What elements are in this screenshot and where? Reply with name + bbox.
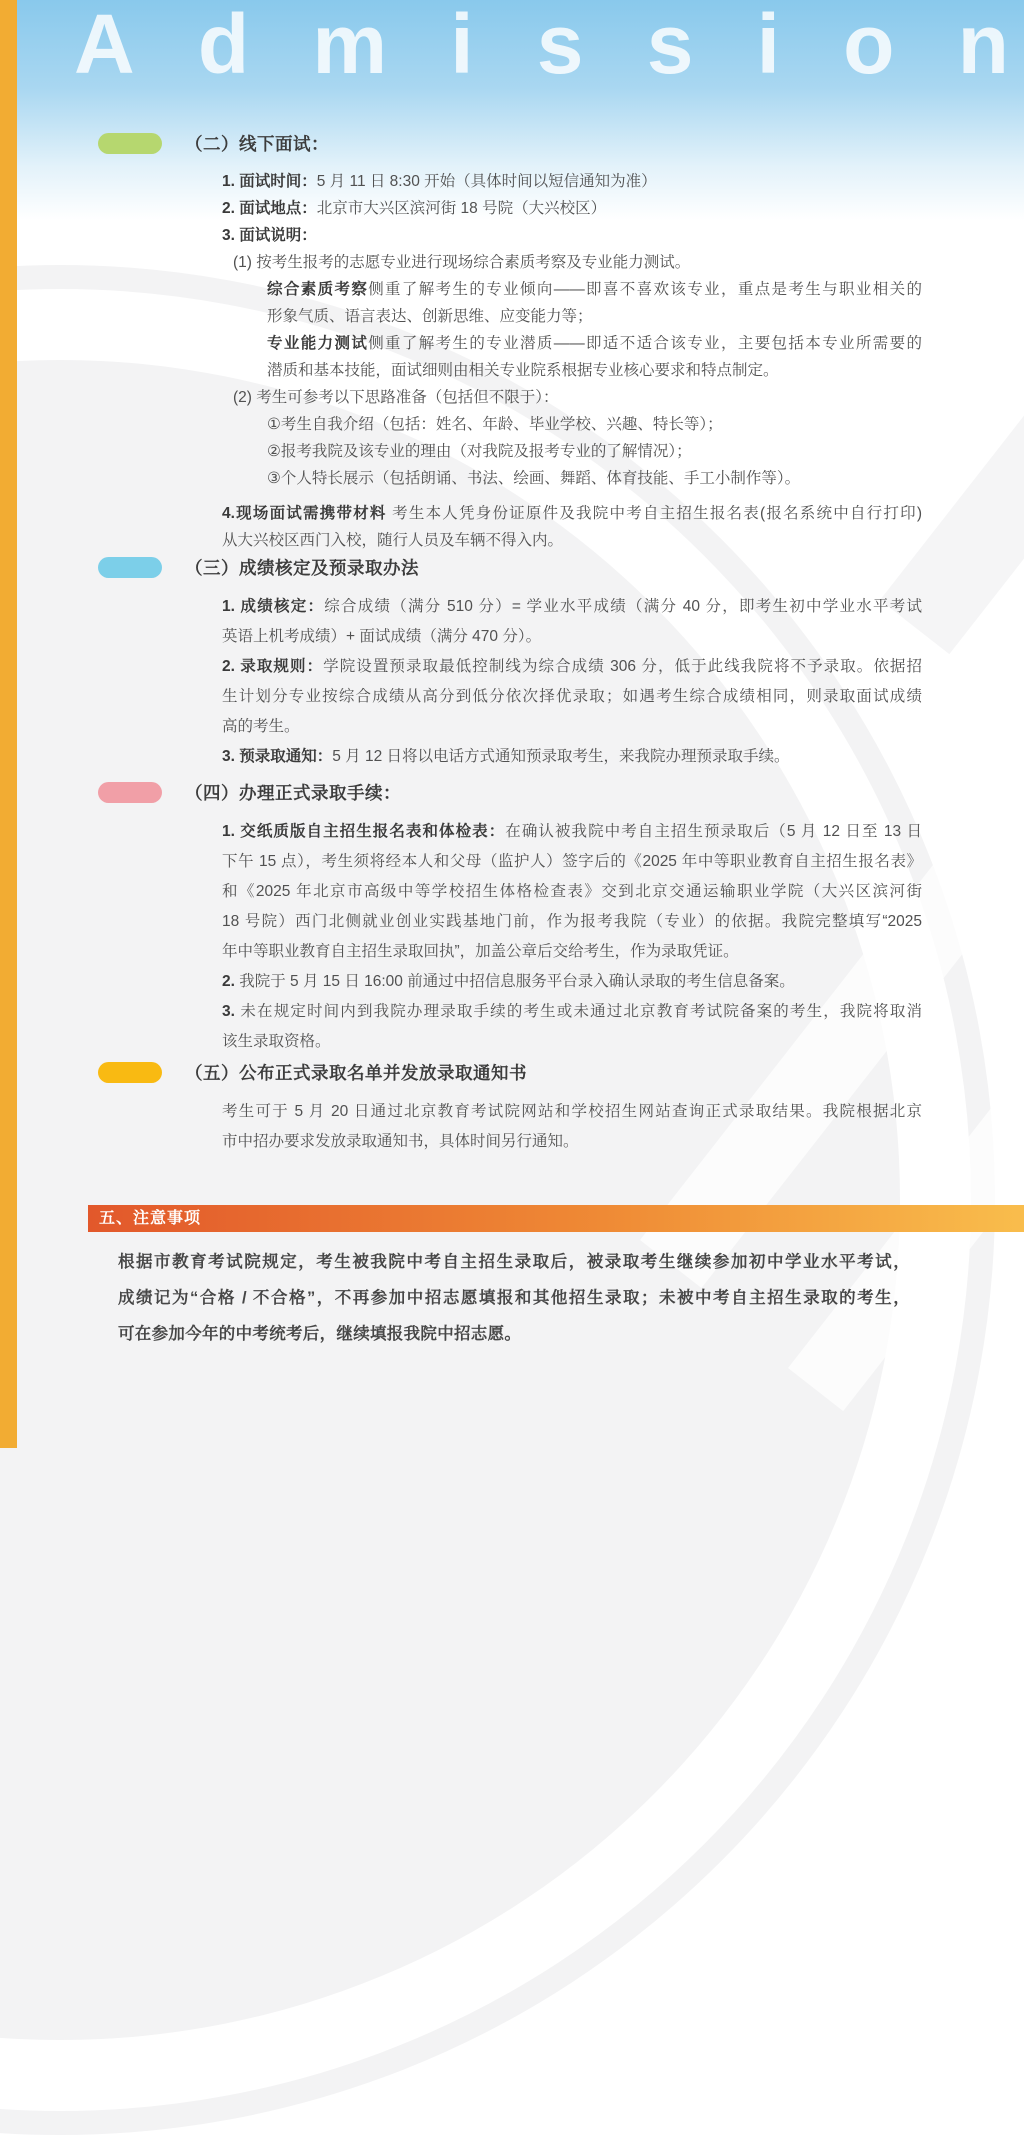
text-run: 市中招办要求发放录取通知书，具体时间另行通知。 (222, 1133, 579, 1150)
section-body (222, 817, 922, 1057)
left-accent-bar (0, 0, 17, 1448)
text-line (222, 712, 922, 742)
bold-text-run: 2. 面试地点： (222, 200, 317, 217)
text-line (222, 168, 922, 195)
text-run: 考生可于 5 月 20 日通过北京教育考试院网站和学校招生网站查询正式录取结果。我院根据北京 (222, 1103, 922, 1120)
text-run: 根据市教育考试院规定，考生被我院中考自主招生录取后，被录取考生继续参加初中学业水平考试， (118, 1253, 910, 1271)
text-run: 未在规定时间内到我院办理录取手续的考生或未通过北京教育考试院备案的考生，我院将取消 (240, 1003, 922, 1020)
text-run: 高的考生。 (222, 718, 300, 735)
text-line (267, 465, 922, 492)
section-header (98, 1062, 1024, 1083)
section-pill-yellow (98, 1062, 162, 1083)
bold-text-run: 3. 面试说明： (222, 227, 317, 244)
text-run: 形象气质、语言表达、创新思维、应变能力等； (267, 308, 593, 325)
section-body (222, 592, 922, 772)
text-run: 在确认被我院中考自主招生预录取后（5 月 12 日至 13 日 (505, 823, 922, 840)
text-line (222, 742, 922, 772)
section-pill-green (98, 133, 162, 154)
section-number: （三） (185, 558, 239, 578)
text-run: 该生录取资格。 (222, 1033, 331, 1050)
text-line (222, 622, 922, 652)
text-line (222, 817, 922, 847)
text-line (267, 330, 922, 357)
text-line (267, 276, 922, 303)
text-line (222, 907, 922, 937)
text-run: (1) 按考生报考的志愿专业进行现场综合素质考察及专业能力测试。 (233, 254, 691, 271)
text-run: (2) 考生可参考以下思路准备（包括但不限于）： (233, 389, 559, 406)
text-run: 可在参加今年的中考统考后，继续填报我院中招志愿。 (118, 1325, 522, 1343)
bold-text-run: 1. 面试时间： (222, 173, 317, 190)
text-line (118, 1244, 910, 1280)
text-run: 5 月 12 日将以电话方式通知预录取考生，来我院办理预录取手续。 (332, 748, 790, 765)
section-body (222, 168, 922, 554)
bold-text-run: 2. (222, 973, 240, 990)
bold-text-run: 4.现场面试需携带材料 (222, 505, 387, 522)
text-line (222, 592, 922, 622)
section-title (185, 555, 419, 580)
text-line (222, 1097, 922, 1127)
text-line (233, 249, 922, 276)
text-line (267, 411, 922, 438)
text-run: 学院设置预录取最低控制线为综合成绩 306 分，低于此线我院将不予录取。依据招 (323, 658, 922, 675)
bold-text-run: 专业能力测试 (267, 335, 369, 352)
section-header (98, 133, 1024, 154)
text-line (222, 500, 922, 527)
text-run: 和《2025 年北京市高级中等学校招生体格检查表》交到北京交通运输职业学院（大兴区滨河街 (222, 883, 922, 900)
watermark-letter: s (536, 0, 584, 91)
bold-text-run: 3. 预录取通知： (222, 748, 333, 765)
watermark-letter: o (843, 0, 895, 91)
text-run: 年中等职业教育自主招生录取回执”，加盖公章后交给考生，作为录取凭证。 (222, 943, 739, 960)
section-title (185, 780, 401, 805)
section-title-text: 办理正式录取手续： (239, 783, 401, 803)
text-run: 侧重了解考生的专业潜质——即适不适合该专业，主要包括本专业所需要的 (368, 335, 922, 352)
section-title-text: 成绩核定及预录取办法 (239, 558, 419, 578)
section-pill-pink (98, 782, 162, 803)
text-run: 英语上机考成绩）+ 面试成绩（满分 470 分）。 (222, 628, 542, 645)
section-formal-admission (98, 782, 1024, 1057)
text-line (222, 1027, 922, 1057)
text-line (222, 937, 922, 967)
watermark-letter: i (756, 0, 780, 91)
text-run: 综合成绩（满分 510 分）= 学业水平成绩（满分 40 分，即考生初中学业水平考试 (324, 598, 922, 615)
section-title (185, 1060, 527, 1085)
section-publish-admission-list (98, 1062, 1024, 1157)
text-line (222, 1127, 922, 1157)
text-line (222, 682, 922, 712)
section-number: （四） (185, 783, 239, 803)
text-line (222, 847, 922, 877)
watermark-letter: d (197, 0, 250, 91)
text-line (222, 877, 922, 907)
watermark-letter: m (312, 0, 388, 91)
section-header (98, 782, 1024, 803)
bold-text-run: 综合素质考察 (267, 281, 369, 298)
text-line (222, 967, 922, 997)
text-run: 我院于 5 月 15 日 16:00 前通过中招信息服务平台录入确认录取的考生信息备案。 (239, 973, 795, 990)
header-watermark (74, 0, 1009, 91)
section-title-text: 线下面试： (239, 134, 329, 154)
text-line (222, 652, 922, 682)
notice-body (118, 1244, 910, 1352)
section-number: （五） (185, 1063, 239, 1083)
text-line (222, 997, 922, 1027)
text-run: ②报考我院及该专业的理由（对我院及报考专业的了解情况）； (267, 443, 692, 460)
watermark-letter: A (74, 0, 135, 91)
text-run: 5 月 11 日 8:30 开始（具体时间以短信通知为准） (316, 173, 657, 190)
bold-text-run: 1. 交纸质版自主招生报名表和体检表： (222, 823, 506, 840)
bold-text-run: 2. 录取规则： (222, 658, 324, 675)
text-line (222, 527, 922, 554)
text-line (233, 384, 922, 411)
section-header (98, 557, 1024, 578)
text-run: ①考生自我介绍（包括：姓名、年龄、毕业学校、兴趣、特长等）； (267, 416, 723, 433)
section-score-and-preadmission (98, 557, 1024, 772)
text-line (267, 357, 922, 384)
text-run: 生计划分专业按综合成绩从高分到低分依次择优录取；如遇考生综合成绩相同，则录取面试成绩 (222, 688, 922, 705)
section-number: （二） (185, 134, 239, 154)
section-offline-interview (98, 133, 1024, 554)
text-run: 潜质和基本技能，面试细则由相关专业院系根据专业核心要求和特点制定。 (267, 362, 779, 379)
text-run: 侧重了解考生的专业倾向——即喜不喜欢该专业，重点是考生与职业相关的 (368, 281, 922, 298)
section-body (222, 1097, 922, 1157)
watermark-letter: s (646, 0, 694, 91)
watermark-letter: i (450, 0, 474, 91)
notice-banner (88, 1205, 1024, 1232)
bold-text-run: 1. 成绩核定： (222, 598, 325, 615)
text-run: 下午 15 点），考生须将经本人和父母（监护人）签字后的《2025 年中等职业教育自主招生报名表》 (222, 853, 922, 870)
text-line (222, 222, 922, 249)
text-line (222, 195, 922, 222)
text-run: 考生本人凭身份证原件及我院中考自主招生报名表(报名系统中自行打印) (386, 505, 922, 522)
text-line (267, 303, 922, 330)
notice-banner-title: 五、注意事项 (99, 1210, 202, 1227)
section-title-text: 公布正式录取名单并发放录取通知书 (239, 1063, 527, 1083)
text-run: 北京市大兴区滨河街 18 号院（大兴校区） (316, 200, 607, 217)
bold-text-run: 3. (222, 1003, 241, 1020)
text-run: 18 号院）西门北侧就业创业实践基地门前，作为报考我院（专业）的依据。我院完整填写“2025 (222, 913, 922, 930)
text-line (118, 1316, 910, 1352)
watermark-letter: n (957, 0, 1009, 91)
text-run: ③个人特长展示（包括朗诵、书法、绘画、舞蹈、体育技能、手工小制作等）。 (267, 470, 801, 487)
section-pill-blue (98, 557, 162, 578)
section-title (185, 131, 329, 156)
text-run: 从大兴校区西门入校，随行人员及车辆不得入内。 (222, 532, 564, 549)
text-run: 成绩记为“合格 / 不合格”，不再参加中招志愿填报和其他招生录取；未被中考自主招生录取的考生， (118, 1289, 910, 1307)
text-line (267, 438, 922, 465)
text-line (118, 1280, 910, 1316)
